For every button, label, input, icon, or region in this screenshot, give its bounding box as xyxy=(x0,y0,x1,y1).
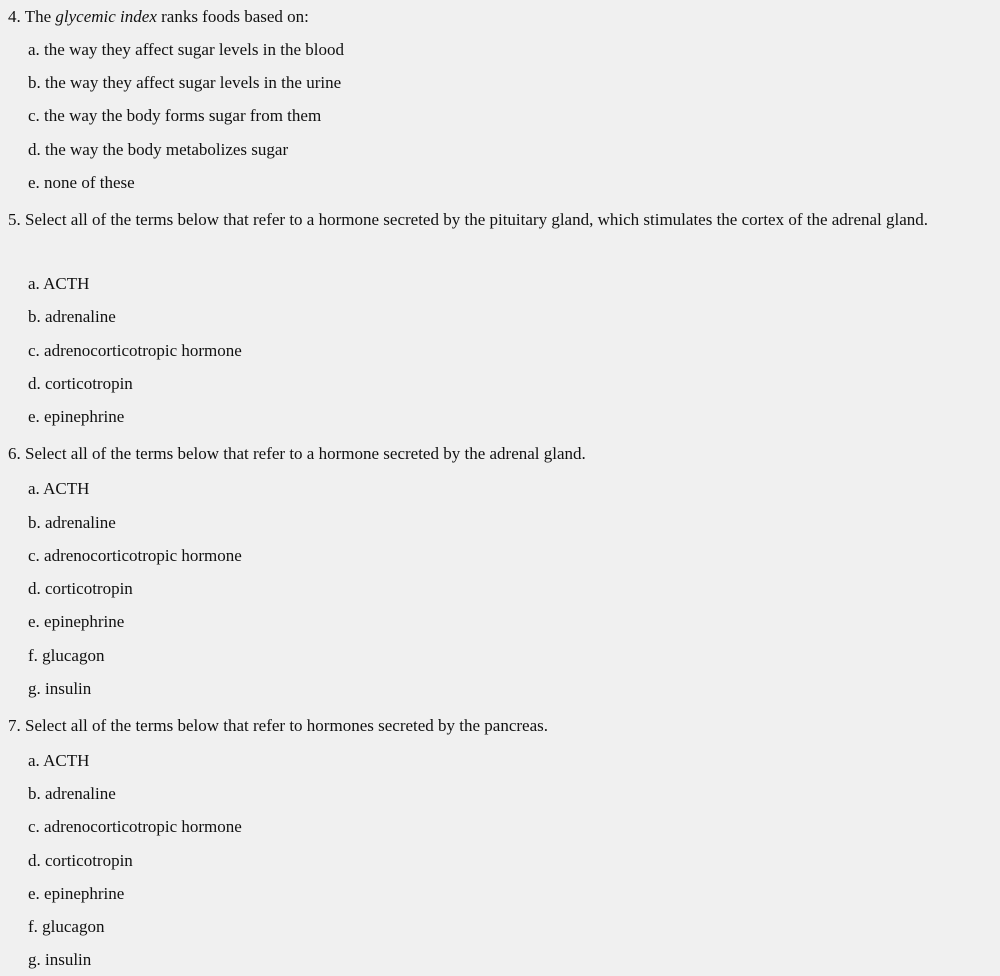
question-number: 6. xyxy=(8,444,21,463)
answer-option: f. glucagon xyxy=(28,646,105,665)
answer-option: d. the way the body metabolizes sugar xyxy=(28,140,289,159)
answer-option: e. none of these xyxy=(28,173,135,192)
answer-option: a. the way they affect sugar levels in the blood xyxy=(28,40,344,59)
question-text-post: ranks foods based on: xyxy=(161,7,309,26)
question-4 xyxy=(8,3,998,31)
answer-option: b. adrenaline xyxy=(28,307,116,326)
answer-option: d. corticotropin xyxy=(28,851,133,870)
answer-option: b. adrenaline xyxy=(28,513,116,532)
answer-option: e. epinephrine xyxy=(28,612,125,631)
answer-option: c. adrenocorticotropic hormone xyxy=(28,341,242,360)
question-5 xyxy=(8,206,998,234)
question-number: 4. xyxy=(8,7,21,26)
answer-option: e. epinephrine xyxy=(28,407,125,426)
answer-option: c. adrenocorticotropic hormone xyxy=(28,817,242,836)
question-6 xyxy=(8,440,998,468)
question-text: Select all of the terms below that refer to hormones secreted by the pancreas. xyxy=(25,716,549,735)
question-text-pre: The xyxy=(24,7,52,26)
question-number: 7. xyxy=(8,716,21,735)
answer-option: b. adrenaline xyxy=(28,784,116,803)
answer-option: a. ACTH xyxy=(28,274,90,293)
answer-option: b. the way they affect sugar levels in the urine xyxy=(28,73,342,92)
answer-option: g. insulin xyxy=(28,950,92,969)
question-term-italic: glycemic index xyxy=(55,7,157,26)
answer-option: d. corticotropin xyxy=(28,374,133,393)
answer-option: c. adrenocorticotropic hormone xyxy=(28,546,242,565)
question-7 xyxy=(8,712,998,740)
answer-option: f. glucagon xyxy=(28,917,105,936)
answer-option: d. corticotropin xyxy=(28,579,133,598)
question-text: Select all of the terms below that refer to a hormone secreted by the adrenal gland. xyxy=(25,444,586,463)
answer-option: a. ACTH xyxy=(28,479,90,498)
question-text: Select all of the terms below that refer to a hormone secreted by the pituitary gland, which stimulates the cortex of the adrenal gland. xyxy=(25,210,929,229)
answer-option: a. ACTH xyxy=(28,751,90,770)
answer-option: e. epinephrine xyxy=(28,884,125,903)
answer-option: g. insulin xyxy=(28,679,92,698)
question-number: 5. xyxy=(8,210,21,229)
answer-option: c. the way the body forms sugar from them xyxy=(28,106,322,125)
